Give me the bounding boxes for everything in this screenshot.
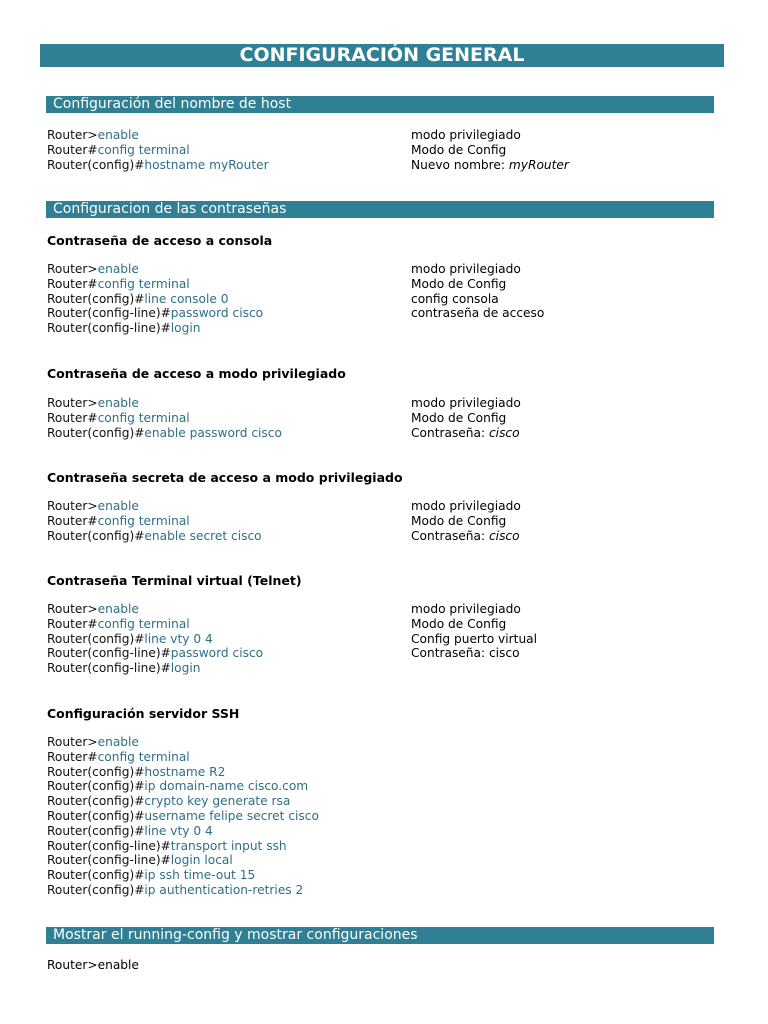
command-column [47,396,407,440]
cli-prompt: Router(config)# [47,823,145,838]
description-text: Modo de Config [411,410,507,425]
command-row [47,632,407,647]
command-description [411,499,711,514]
command-row [47,839,407,854]
command-column [47,128,407,172]
description-text: Modo de Config [411,142,507,157]
command-row [47,306,407,321]
command-description [411,617,711,632]
command-description [411,809,711,824]
cli-command: enable [97,128,139,142]
command-row [47,853,407,868]
command-description [411,426,711,441]
command-description [411,277,711,292]
cli-command: enable secret cisco [144,528,262,543]
command-row [47,883,407,898]
command-description [411,602,711,617]
command-description [411,529,711,544]
command-column [47,262,407,336]
cli-prompt: Router(config)# [47,779,145,794]
command-row [47,292,407,307]
command-row [47,143,407,158]
command-description [411,824,711,839]
command-description [411,396,711,411]
command-description [411,794,711,809]
cli-prompt: Router(config-line)# [47,661,171,676]
cli-prompt: Router(config-line)# [47,853,171,868]
command-description [411,321,711,336]
command-row [47,277,407,292]
command-row [47,661,407,676]
command-description [411,839,711,854]
subsection-title: Contraseña de acceso a modo privilegiado [47,366,346,381]
command-description [411,765,711,780]
command-column [47,735,407,898]
cli-command: login [170,321,201,336]
cli-prompt: Router(config)# [47,291,145,306]
description-text: modo privilegiado [411,602,521,616]
cli-prompt: Router# [47,616,98,631]
subsection-title: Contraseña Terminal virtual (Telnet) [47,573,302,588]
cli-prompt: Router(config)# [47,764,145,779]
description-text: Contraseña: [411,528,489,543]
description-emphasis: cisco [488,528,520,543]
cli-prompt: Router> [47,499,98,513]
command-description [411,292,711,307]
cli-command: password cisco [170,306,264,321]
cli-prompt: Router(config)# [47,794,145,809]
cli-command: enable [97,602,139,616]
cli-command: username felipe secret cisco [144,808,319,823]
cli-command: enable [97,262,139,276]
description-text: modo privilegiado [411,262,521,276]
description-text: Modo de Config [411,513,507,528]
cli-prompt: Router# [47,513,98,528]
description-text: modo privilegiado [411,499,521,513]
command-row [47,396,407,411]
cli-command: enable [97,735,139,749]
cli-prompt: Router(config)# [47,425,145,440]
description-text: modo privilegiado [411,128,521,142]
cli-command: transport input ssh [170,838,287,853]
cli-prompt: Router(config)# [47,882,145,897]
cli-command: enable [97,396,139,410]
command-description [411,262,711,277]
cli-command: password cisco [170,646,264,661]
cli-command: ip authentication-retries 2 [144,882,304,897]
cli-prompt: Router> [47,128,98,142]
description-column [411,128,711,172]
command-row [47,646,407,661]
command-description [411,514,711,529]
command-description [411,735,711,750]
command-description [411,883,711,898]
command-description [411,143,711,158]
cli-command: enable password cisco [144,425,282,440]
command-row [47,735,407,750]
command-row [47,158,407,173]
description-emphasis: cisco [488,425,520,440]
command-row [47,321,407,336]
cli-prompt: Router(config)# [47,631,145,646]
cli-prompt: Router# [47,749,98,764]
description-column [411,735,711,898]
subsection-title: Contraseña de acceso a consola [47,233,273,248]
command-row [47,262,407,277]
cli-prompt: Router# [47,276,98,291]
command-description [411,128,711,143]
cli-command: config terminal [97,276,190,291]
cli-prompt: Router# [47,142,98,157]
command-description [411,646,711,661]
cli-command: config terminal [97,142,190,157]
cli-command: login local [170,853,233,868]
cli-prompt: Router> [47,396,98,410]
cli-prompt: Router> [47,735,98,749]
cli-command: hostname myRouter [144,157,269,172]
page-title: CONFIGURACIÓN GENERAL [40,44,724,67]
cli-command: hostname R2 [144,764,226,779]
command-description [411,411,711,426]
command-column [47,499,407,543]
cli-command: line console 0 [144,291,229,306]
footer-command-line: Router>enable [47,958,139,972]
command-column [47,602,407,676]
command-row [47,514,407,529]
description-text: Nuevo nombre: [411,157,509,172]
cli-prompt: Router(config-line)# [47,321,171,336]
description-column [411,499,711,543]
command-row [47,529,407,544]
cli-prompt: Router> [47,602,98,616]
cli-prompt: Router(config-line)# [47,306,171,321]
description-emphasis: myRouter [508,157,569,172]
cli-command: ip ssh time-out 15 [144,868,256,883]
command-row [47,411,407,426]
description-column [411,602,711,676]
command-description [411,306,711,321]
cli-command: enable [97,499,139,513]
command-row [47,128,407,143]
command-description [411,632,711,647]
cli-prompt: Router(config)# [47,808,145,823]
command-row [47,868,407,883]
description-text: Config puerto virtual [411,631,538,646]
cli-command: config terminal [97,616,190,631]
section-header-passwords: Configuracion de las contraseñas [46,201,714,218]
cli-prompt: Router(config)# [47,157,145,172]
command-description [411,779,711,794]
subsection-title: Configuración servidor SSH [47,706,240,721]
command-row [47,794,407,809]
cli-command: login [170,661,201,676]
command-description [411,661,711,676]
cli-command: line vty 0 4 [144,823,213,838]
cli-command: config terminal [97,410,190,425]
section-header-hostname: Configuración del nombre de host [46,96,714,113]
description-column [411,396,711,440]
command-description [411,750,711,765]
command-description [411,868,711,883]
command-row [47,779,407,794]
description-text: Contraseña: [411,425,489,440]
cli-prompt: Router# [47,410,98,425]
command-row [47,809,407,824]
command-row [47,765,407,780]
section-header-running-config: Mostrar el running-config y mostrar configuraciones [46,927,714,944]
command-row [47,750,407,765]
cli-command: line vty 0 4 [144,631,213,646]
command-description [411,158,711,173]
cli-command: config terminal [97,513,190,528]
cli-prompt: Router(config)# [47,528,145,543]
command-row [47,824,407,839]
command-row [47,499,407,514]
description-text: Modo de Config [411,276,507,291]
cli-command: config terminal [97,749,190,764]
description-text: modo privilegiado [411,396,521,410]
cli-command: crypto key generate rsa [144,794,291,809]
description-column [411,262,711,336]
cli-prompt: Router> [47,262,98,276]
subsection-title: Contraseña secreta de acceso a modo privilegiado [47,470,403,485]
description-text: contraseña de acceso [411,306,545,321]
cli-prompt: Router(config-line)# [47,646,171,661]
description-text: Contraseña: cisco [411,646,520,661]
cli-prompt: Router(config)# [47,868,145,883]
description-text: Modo de Config [411,616,507,631]
cli-command: ip domain-name cisco.com [144,779,309,794]
command-description [411,853,711,868]
description-text: config consola [411,291,499,306]
command-row [47,617,407,632]
command-row [47,602,407,617]
cli-prompt: Router(config-line)# [47,838,171,853]
command-row [47,426,407,441]
